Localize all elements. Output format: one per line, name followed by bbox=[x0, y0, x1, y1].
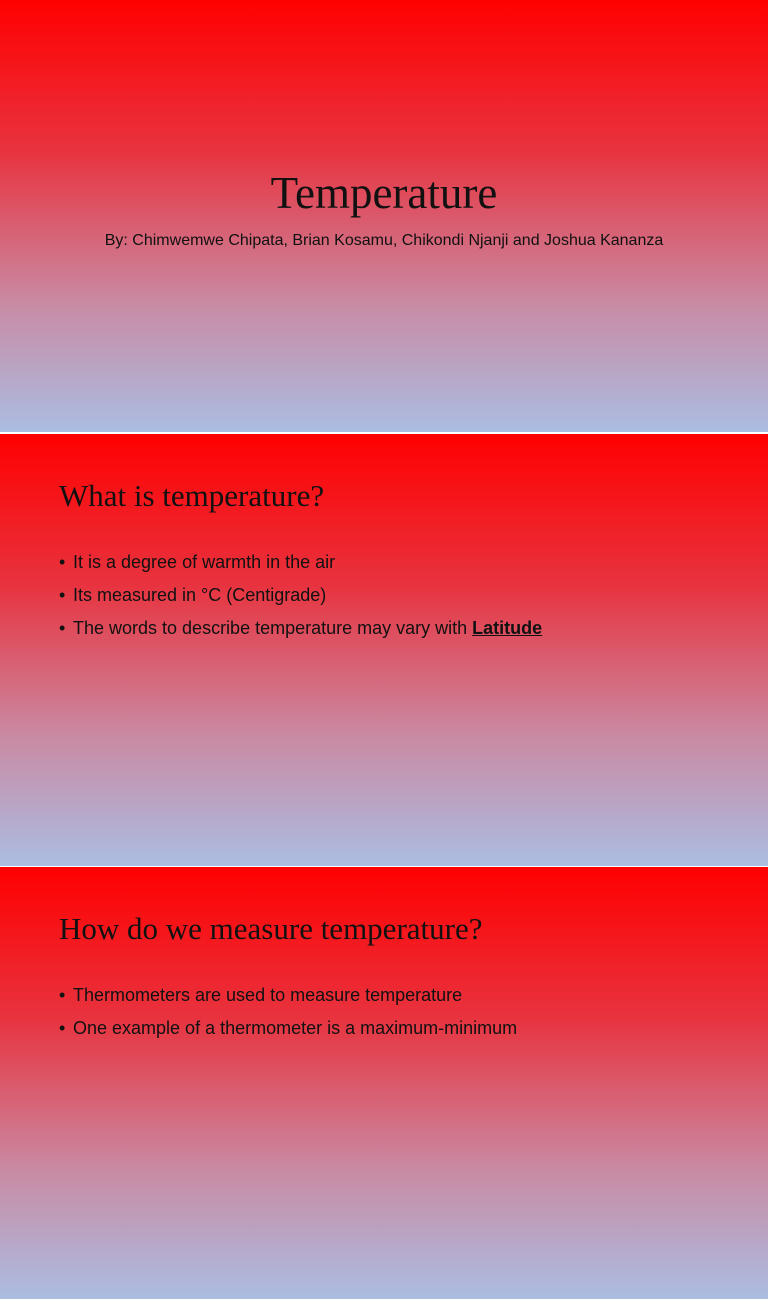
emphasized-term: Latitude bbox=[472, 618, 543, 638]
bullet-list bbox=[59, 984, 517, 1050]
slide-title: Temperature bbox=[270, 168, 498, 218]
content-slide-what-is-temperature bbox=[0, 434, 768, 866]
bullet-marker: • bbox=[59, 985, 66, 1005]
bullet-item bbox=[59, 1017, 517, 1050]
bullet-text: Its measured in °C (Centigrade) bbox=[73, 585, 327, 605]
slide-subtitle: By: Chimwemwe Chipata, Brian Kosamu, Chikondi Njanji and Joshua Kananza bbox=[104, 232, 664, 249]
bullet-text: It is a degree of warmth in the air bbox=[73, 552, 336, 572]
bullet-marker: • bbox=[59, 1018, 66, 1038]
bullet-marker: • bbox=[59, 585, 66, 605]
slide-heading: What is temperature? bbox=[59, 478, 325, 513]
slide-heading: How do we measure temperature? bbox=[59, 911, 483, 946]
bullet-marker: • bbox=[59, 618, 66, 638]
content-slide-how-to-measure bbox=[0, 867, 768, 1299]
bullet-item bbox=[59, 984, 517, 1017]
bullet-list bbox=[59, 551, 542, 650]
bullet-marker: • bbox=[59, 552, 66, 572]
bullet-item bbox=[59, 617, 542, 650]
bullet-item bbox=[59, 584, 542, 617]
bullet-text: Thermometers are used to measure temperature bbox=[73, 985, 463, 1005]
title-slide bbox=[0, 0, 768, 432]
bullet-item bbox=[59, 551, 542, 584]
bullet-text: The words to describe temperature may vary with bbox=[73, 618, 473, 638]
bullet-text: One example of a thermometer is a maximum-minimum bbox=[73, 1018, 518, 1038]
